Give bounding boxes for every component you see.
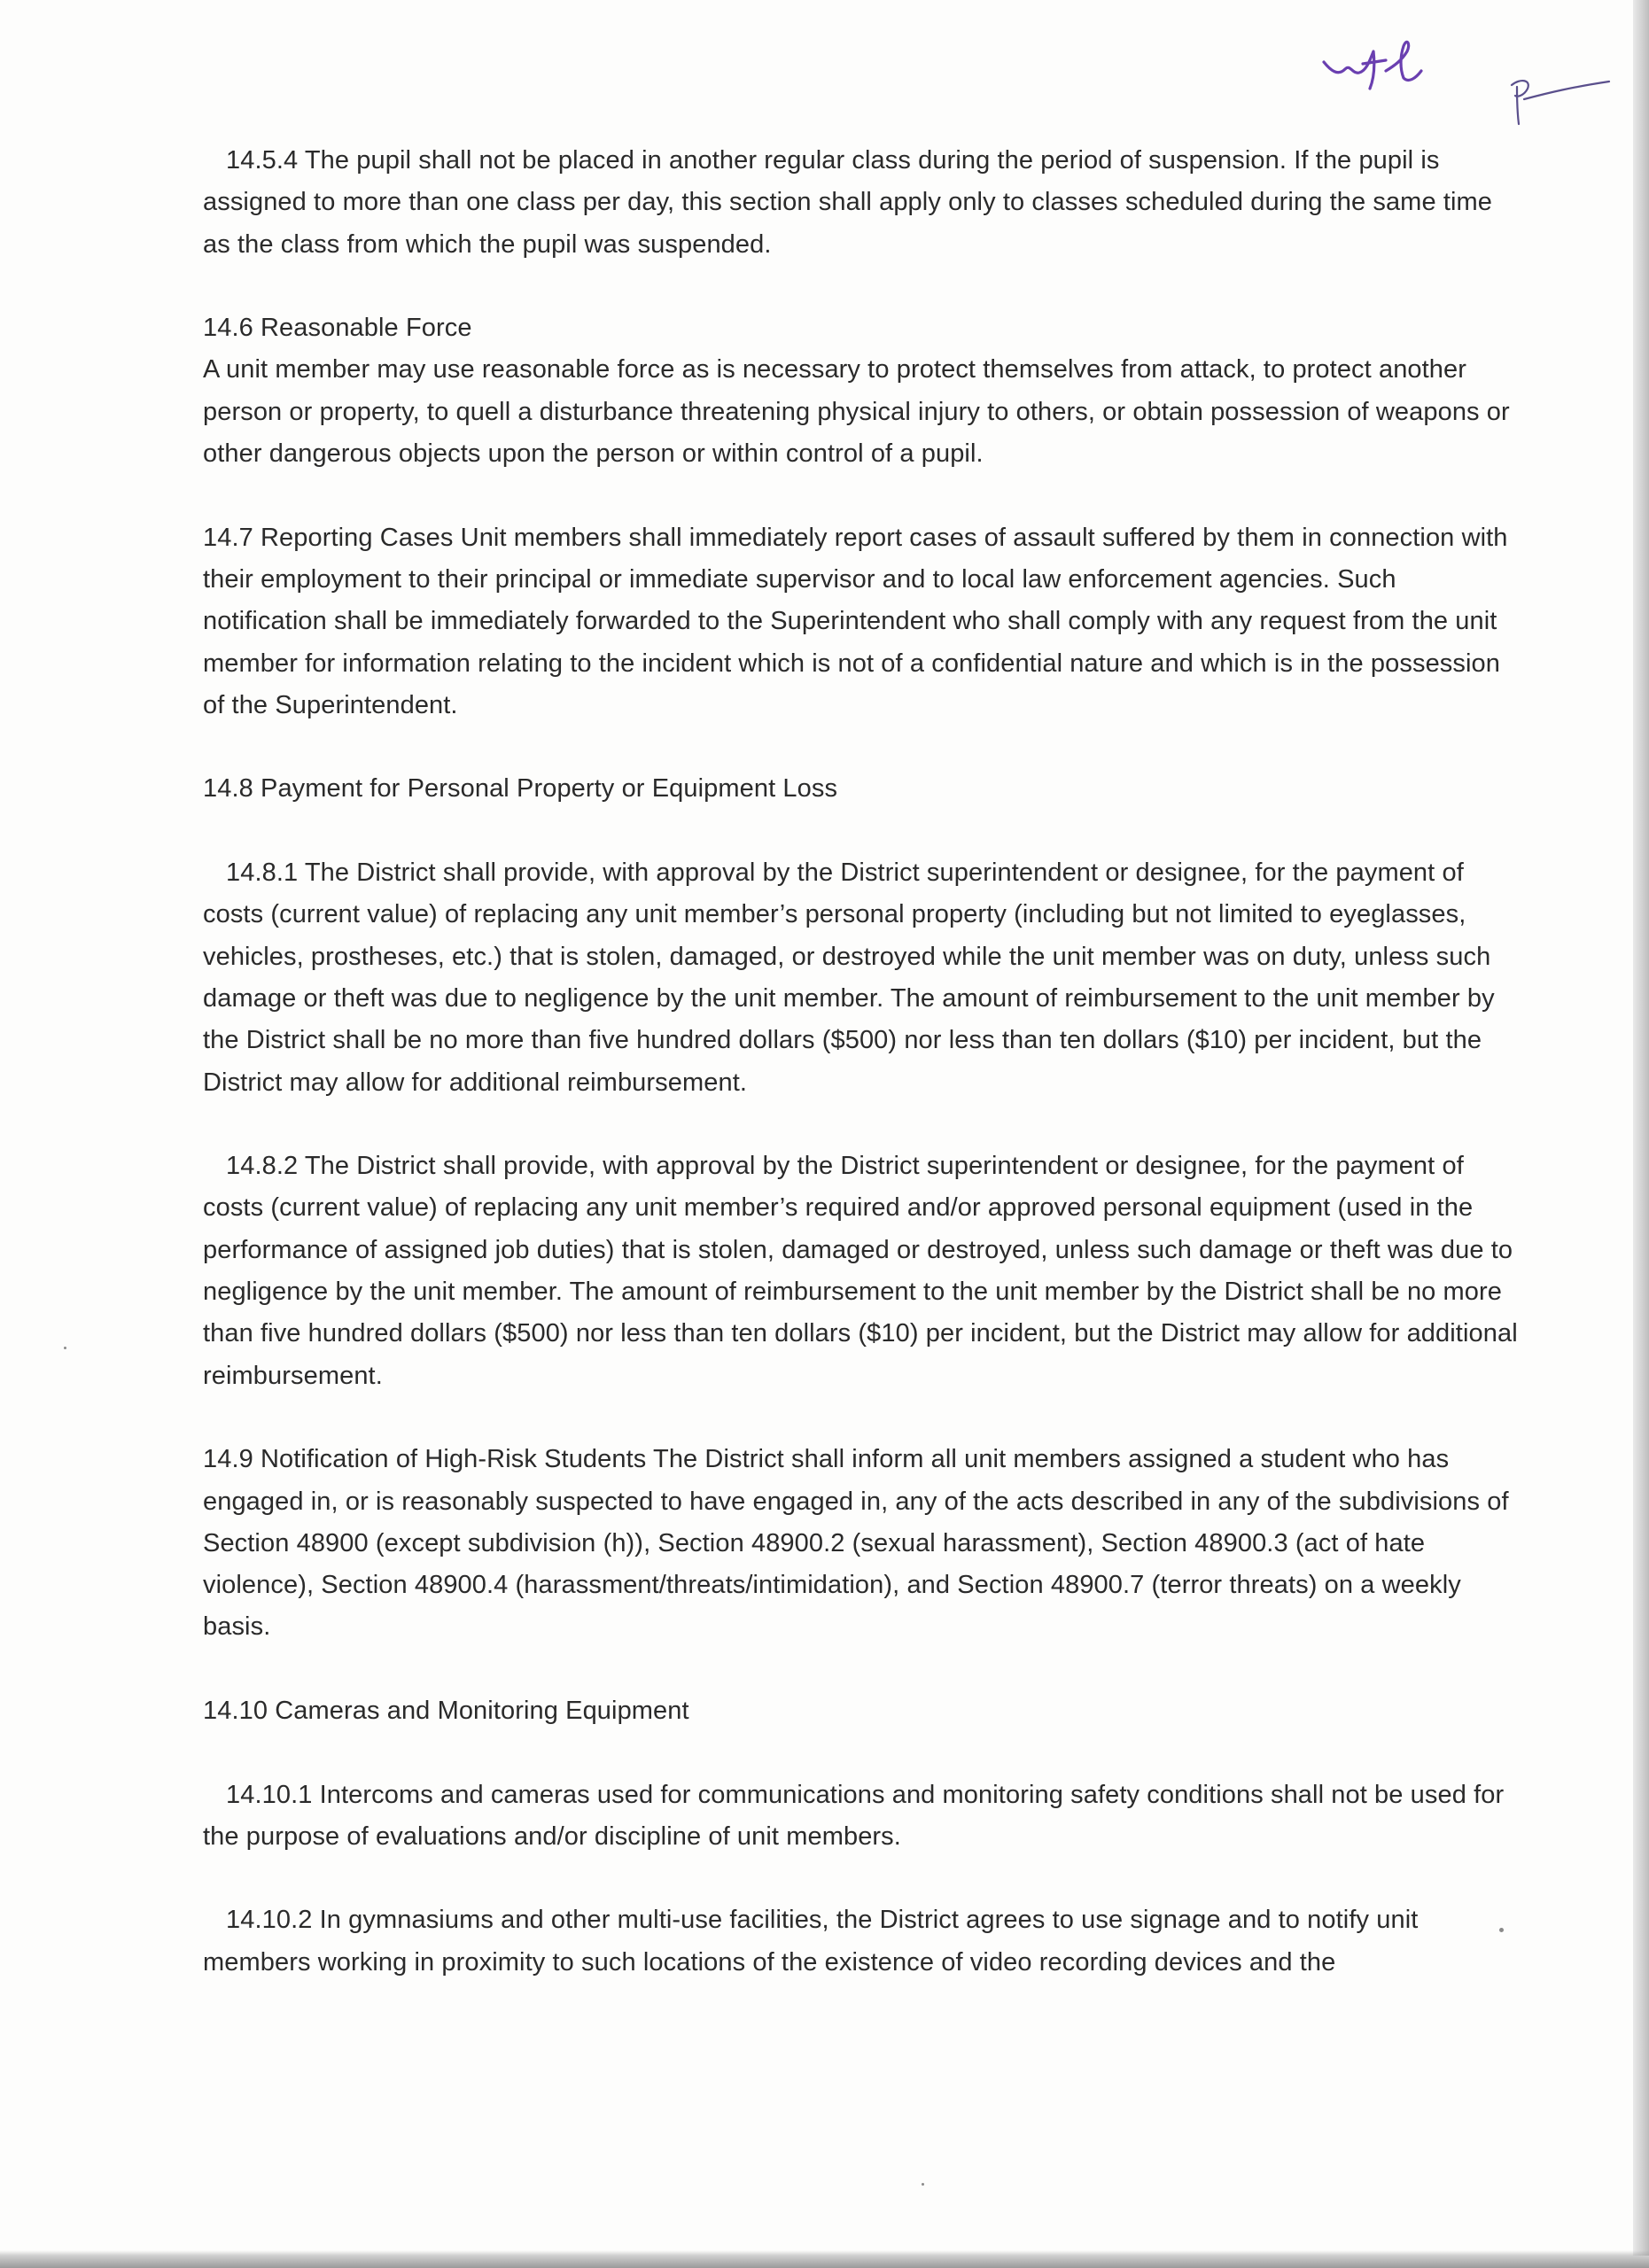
section-14-7: 14.7 Reporting Cases Unit members shall immediately report cases of assault suffered by them in connection with their employment to their principal or immediate supervisor and to local law enforcement agencies. Such notification shall be immediately forwarded to the Superintendent who shall comply with any request from the unit member for information relating to the incident which is not of a confidential nature and which is in the possession of the Superintendent. bbox=[203, 523, 1508, 719]
section-14-9: 14.9 Notification of High-Risk Students The District shall inform all unit members assigned a student who has engaged in, or is reasonably suspected to have engaged in, any of the acts described in any of the subdivisions of Section 48900 (except subdivision (h)), Section 48900.2 (sexual harassment), Section 48900.3 (act of hate violence), Section 48900.4 (harassment/threats/intimidation), and Section 48900.7 (terror threats) on a weekly basis. bbox=[203, 1445, 1509, 1642]
scan-speck bbox=[64, 1347, 66, 1349]
scan-bottom-edge bbox=[0, 2256, 1649, 2268]
section-14-8-2: 14.8.2 The District shall provide, with approval by the District superintendent or designee, for the payment of costs (current value) of replacing any unit member’s required and/or approved personal equipment (used in the performance of assigned job duties) that is stolen, damaged or destroyed, unless such damage or theft was due to negligence by the unit member. The amount of reimbursement to the unit member by the District shall be no more than five hundred dollars ($500) nor less than ten dollars ($10) per incident, but the District may allow for additional reimbursement. bbox=[203, 1152, 1518, 1390]
section-14-10-2: 14.10.2 In gymnasiums and other multi-use facilities, the District agrees to use signage and to notify unit members working in proximity to such locations of the existence of video recording devices and the bbox=[203, 1906, 1419, 1977]
section-14-6-text: A unit member may use reasonable force as is necessary to protect themselves from attack, to protect another person or property, to quell a disturbance threatening physical injury to others, or obtain possession of weapons or other dangerous objects upon the person or within control of a pupil. bbox=[203, 355, 1510, 469]
handwritten-initials bbox=[1311, 25, 1630, 131]
section-14-10-1: 14.10.1 Intercoms and cameras used for communications and monitoring safety conditions shall not be used for the purpose of evaluations and/or discipline of unit members. bbox=[203, 1780, 1505, 1851]
initials-stroke-1 bbox=[1324, 42, 1421, 89]
section-14-6-heading: 14.6 Reasonable Force bbox=[203, 314, 472, 343]
section-14-10-heading: 14.10 Cameras and Monitoring Equipment bbox=[203, 1696, 689, 1725]
section-14-8-heading: 14.8 Payment for Personal Property or Equipment Loss bbox=[203, 774, 838, 804]
scan-right-edge bbox=[1633, 0, 1649, 2268]
section-14-8-1: 14.8.1 The District shall provide, with approval by the District superintendent or designee, for the payment of costs (current value) of replacing any unit member’s personal property (including but not limited to eyeglasses, vehicles, prostheses, etc.) that is stolen, damaged, or destroyed while the unit member was on duty, unless such damage or theft was due to negligence by the unit member. The amount of reimbursement to the unit member by the District shall be no more than five hundred dollars ($500) nor less than ten dollars ($10) per incident, but the District may allow for additional reimbursement. bbox=[203, 858, 1495, 1097]
section-14-5-4: 14.5.4 The pupil shall not be placed in another regular class during the period of suspension. If the pupil is assigned to more than one class per day, this section shall apply only to classes scheduled during the same time as the class from which the pupil was suspended. bbox=[203, 146, 1493, 259]
scan-speck bbox=[922, 2183, 924, 2186]
initials-stroke-2 bbox=[1512, 81, 1609, 124]
scan-speck bbox=[1499, 1928, 1504, 1932]
document-body bbox=[203, 140, 1523, 1984]
